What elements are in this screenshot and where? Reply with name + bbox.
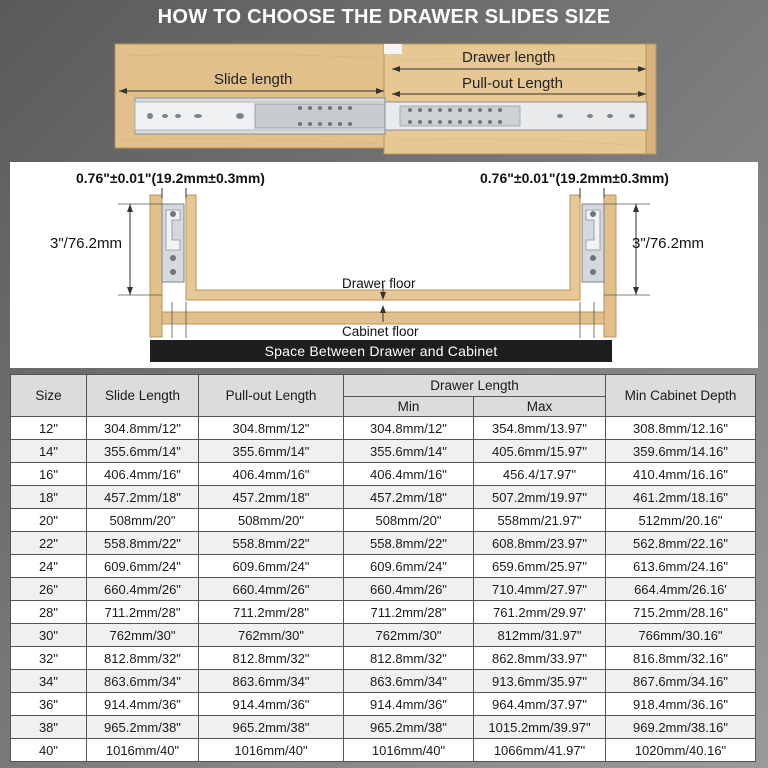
drawer-max-cell: 710.4mm/27.97" xyxy=(474,578,606,601)
pull-out-length-cell: 609.6mm/24" xyxy=(199,555,344,578)
size-cell: 38" xyxy=(11,716,87,739)
drawer-min-cell: 711.2mm/28" xyxy=(344,601,474,624)
min-cabinet-depth-cell: 359.6mm/14.16" xyxy=(606,440,756,463)
min-cabinet-depth-cell: 969.2mm/38.16" xyxy=(606,716,756,739)
drawer-min-cell: 863.6mm/34" xyxy=(344,670,474,693)
slide-length-cell: 965.2mm/38" xyxy=(87,716,199,739)
slide-diagram xyxy=(0,36,768,158)
size-cell: 14" xyxy=(11,440,87,463)
pull-out-length-cell: 863.6mm/34" xyxy=(199,670,344,693)
gap-label-right: 0.76"±0.01"(19.2mm±0.3mm) xyxy=(480,170,669,186)
slide-length-cell: 660.4mm/26" xyxy=(87,578,199,601)
pull-out-length-cell: 1016mm/40" xyxy=(199,739,344,762)
pull-out-length-cell: 508mm/20" xyxy=(199,509,344,532)
drawer-max-cell: 1066mm/41.97" xyxy=(474,739,606,762)
drawer-min-cell: 558.8mm/22" xyxy=(344,532,474,555)
drawer-max-cell: 558mm/21.97" xyxy=(474,509,606,532)
size-cell: 22" xyxy=(11,532,87,555)
pull-out-length-cell: 965.2mm/38" xyxy=(199,716,344,739)
drawer-max-cell: 659.6mm/25.97" xyxy=(474,555,606,578)
min-cabinet-depth-cell: 461.2mm/18.16" xyxy=(606,486,756,509)
table-row xyxy=(11,440,756,463)
drawer-max-cell: 812mm/31.97" xyxy=(474,624,606,647)
table-row xyxy=(11,532,756,555)
min-cabinet-depth-cell: 308.8mm/12.16" xyxy=(606,417,756,440)
cabinet-floor-label: Cabinet floor xyxy=(342,324,419,339)
drawer-floor-label: Drawer floor xyxy=(342,276,416,291)
min-cabinet-depth-cell: 562.8mm/22.16" xyxy=(606,532,756,555)
pull-out-length-cell: 660.4mm/26" xyxy=(199,578,344,601)
min-cabinet-depth-cell: 918.4mm/36.16" xyxy=(606,693,756,716)
pull-out-length-label: Pull-out Length xyxy=(462,75,563,92)
drawer-min-cell: 508mm/20" xyxy=(344,509,474,532)
drawer-max-cell: 862.8mm/33.97" xyxy=(474,647,606,670)
size-cell: 24" xyxy=(11,555,87,578)
right-cabinet-wall xyxy=(604,195,616,337)
drawer-min-cell: 406.4mm/16" xyxy=(344,463,474,486)
header-size: Size xyxy=(11,375,87,417)
table-row xyxy=(11,578,756,601)
header-max: Max xyxy=(474,397,606,417)
cross-section-panel xyxy=(10,162,758,368)
drawer-notch xyxy=(384,44,402,54)
pull-out-length-cell: 812.8mm/32" xyxy=(199,647,344,670)
size-cell: 12" xyxy=(11,417,87,440)
size-cell: 18" xyxy=(11,486,87,509)
drawer-min-cell: 914.4mm/36" xyxy=(344,693,474,716)
slide-length-cell: 812.8mm/32" xyxy=(87,647,199,670)
min-cabinet-depth-cell: 816.8mm/32.16" xyxy=(606,647,756,670)
drawer-max-cell: 354.8mm/13.97" xyxy=(474,417,606,440)
table-row xyxy=(11,555,756,578)
slide-length-cell: 762mm/30" xyxy=(87,624,199,647)
slide-length-cell: 609.6mm/24" xyxy=(87,555,199,578)
drawer-min-cell: 762mm/30" xyxy=(344,624,474,647)
slide-length-cell: 914.4mm/36" xyxy=(87,693,199,716)
min-cabinet-depth-cell: 715.2mm/28.16" xyxy=(606,601,756,624)
drawer-max-cell: 964.4mm/37.97" xyxy=(474,693,606,716)
drawer-min-cell: 812.8mm/32" xyxy=(344,647,474,670)
header-min-cabinet-depth: Min Cabinet Depth xyxy=(606,375,756,417)
table-row xyxy=(11,739,756,762)
min-cabinet-depth-cell: 766mm/30.16" xyxy=(606,624,756,647)
slide-length-cell: 863.6mm/34" xyxy=(87,670,199,693)
size-cell: 36" xyxy=(11,693,87,716)
table-row xyxy=(11,417,756,440)
slide-length-cell: 558.8mm/22" xyxy=(87,532,199,555)
min-cabinet-depth-cell: 1020mm/40.16" xyxy=(606,739,756,762)
drawer-min-cell: 457.2mm/18" xyxy=(344,486,474,509)
drawer-min-cell: 1016mm/40" xyxy=(344,739,474,762)
drawer-length-label: Drawer length xyxy=(462,49,556,66)
pull-out-length-cell: 304.8mm/12" xyxy=(199,417,344,440)
size-cell: 34" xyxy=(11,670,87,693)
slide-length-cell: 406.4mm/16" xyxy=(87,463,199,486)
min-cabinet-depth-cell: 410.4mm/16.16" xyxy=(606,463,756,486)
drawer-min-cell: 355.6mm/14" xyxy=(344,440,474,463)
drawer-max-cell: 456.4/17.97" xyxy=(474,463,606,486)
table-row xyxy=(11,647,756,670)
drawer-max-cell: 405.6mm/15.97" xyxy=(474,440,606,463)
slide-length-cell: 304.8mm/12" xyxy=(87,417,199,440)
page-title: HOW TO CHOOSE THE DRAWER SLIDES SIZE xyxy=(157,6,611,28)
table-row xyxy=(11,601,756,624)
pull-out-length-cell: 558.8mm/22" xyxy=(199,532,344,555)
min-cabinet-depth-cell: 512mm/20.16" xyxy=(606,509,756,532)
size-cell: 26" xyxy=(11,578,87,601)
min-cabinet-depth-cell: 613.6mm/24.16" xyxy=(606,555,756,578)
size-cell: 28" xyxy=(11,601,87,624)
slide-illustration xyxy=(0,36,768,158)
size-cell: 20" xyxy=(11,509,87,532)
drawer-max-cell: 507.2mm/19.97" xyxy=(474,486,606,509)
min-cabinet-depth-cell: 664.4mm/26.16' xyxy=(606,578,756,601)
height-label-right: 3"/76.2mm xyxy=(632,235,705,252)
drawer-max-cell: 1015.2mm/39.97" xyxy=(474,716,606,739)
header-min: Min xyxy=(344,397,474,417)
drawer-min-cell: 304.8mm/12" xyxy=(344,417,474,440)
pull-out-length-cell: 762mm/30" xyxy=(199,624,344,647)
size-cell: 16" xyxy=(11,463,87,486)
drawer-max-cell: 913.6mm/35.97" xyxy=(474,670,606,693)
table-body xyxy=(11,417,756,762)
header-pull-out-length: Pull-out Length xyxy=(199,375,344,417)
table-row xyxy=(11,463,756,486)
left-cabinet-wall xyxy=(150,195,162,337)
pull-out-length-cell: 406.4mm/16" xyxy=(199,463,344,486)
table-row xyxy=(11,670,756,693)
drawer-min-cell: 660.4mm/26" xyxy=(344,578,474,601)
size-cell: 40" xyxy=(11,739,87,762)
table-row xyxy=(11,716,756,739)
drawer-max-cell: 761.2mm/29.97' xyxy=(474,601,606,624)
drawer-front xyxy=(646,44,656,154)
slide-length-cell: 508mm/20" xyxy=(87,509,199,532)
header-drawer-length: Drawer Length xyxy=(344,375,606,397)
height-label-left: 3"/76.2mm xyxy=(50,235,123,252)
slide-length-cell: 355.6mm/14" xyxy=(87,440,199,463)
gap-label-left: 0.76"±0.01"(19.2mm±0.3mm) xyxy=(76,170,265,186)
pull-out-length-cell: 457.2mm/18" xyxy=(199,486,344,509)
pull-out-length-cell: 711.2mm/28" xyxy=(199,601,344,624)
drawer-min-cell: 965.2mm/38" xyxy=(344,716,474,739)
min-cabinet-depth-cell: 867.6mm/34.16" xyxy=(606,670,756,693)
slide-length-cell: 711.2mm/28" xyxy=(87,601,199,624)
slide-length-cell: 1016mm/40" xyxy=(87,739,199,762)
slide-length-cell: 457.2mm/18" xyxy=(87,486,199,509)
space-between-banner: Space Between Drawer and Cabinet xyxy=(150,340,612,362)
header-slide-length: Slide Length xyxy=(87,375,199,417)
pull-out-length-cell: 355.6mm/14" xyxy=(199,440,344,463)
table-row xyxy=(11,624,756,647)
table-row xyxy=(11,509,756,532)
size-cell: 30" xyxy=(11,624,87,647)
size-table xyxy=(10,374,756,762)
table-row xyxy=(11,486,756,509)
drawer-min-cell: 609.6mm/24" xyxy=(344,555,474,578)
size-cell: 32" xyxy=(11,647,87,670)
drawer-max-cell: 608.8mm/23.97" xyxy=(474,532,606,555)
slide-length-label: Slide length xyxy=(214,71,293,88)
pull-out-length-cell: 914.4mm/36" xyxy=(199,693,344,716)
table-row xyxy=(11,693,756,716)
